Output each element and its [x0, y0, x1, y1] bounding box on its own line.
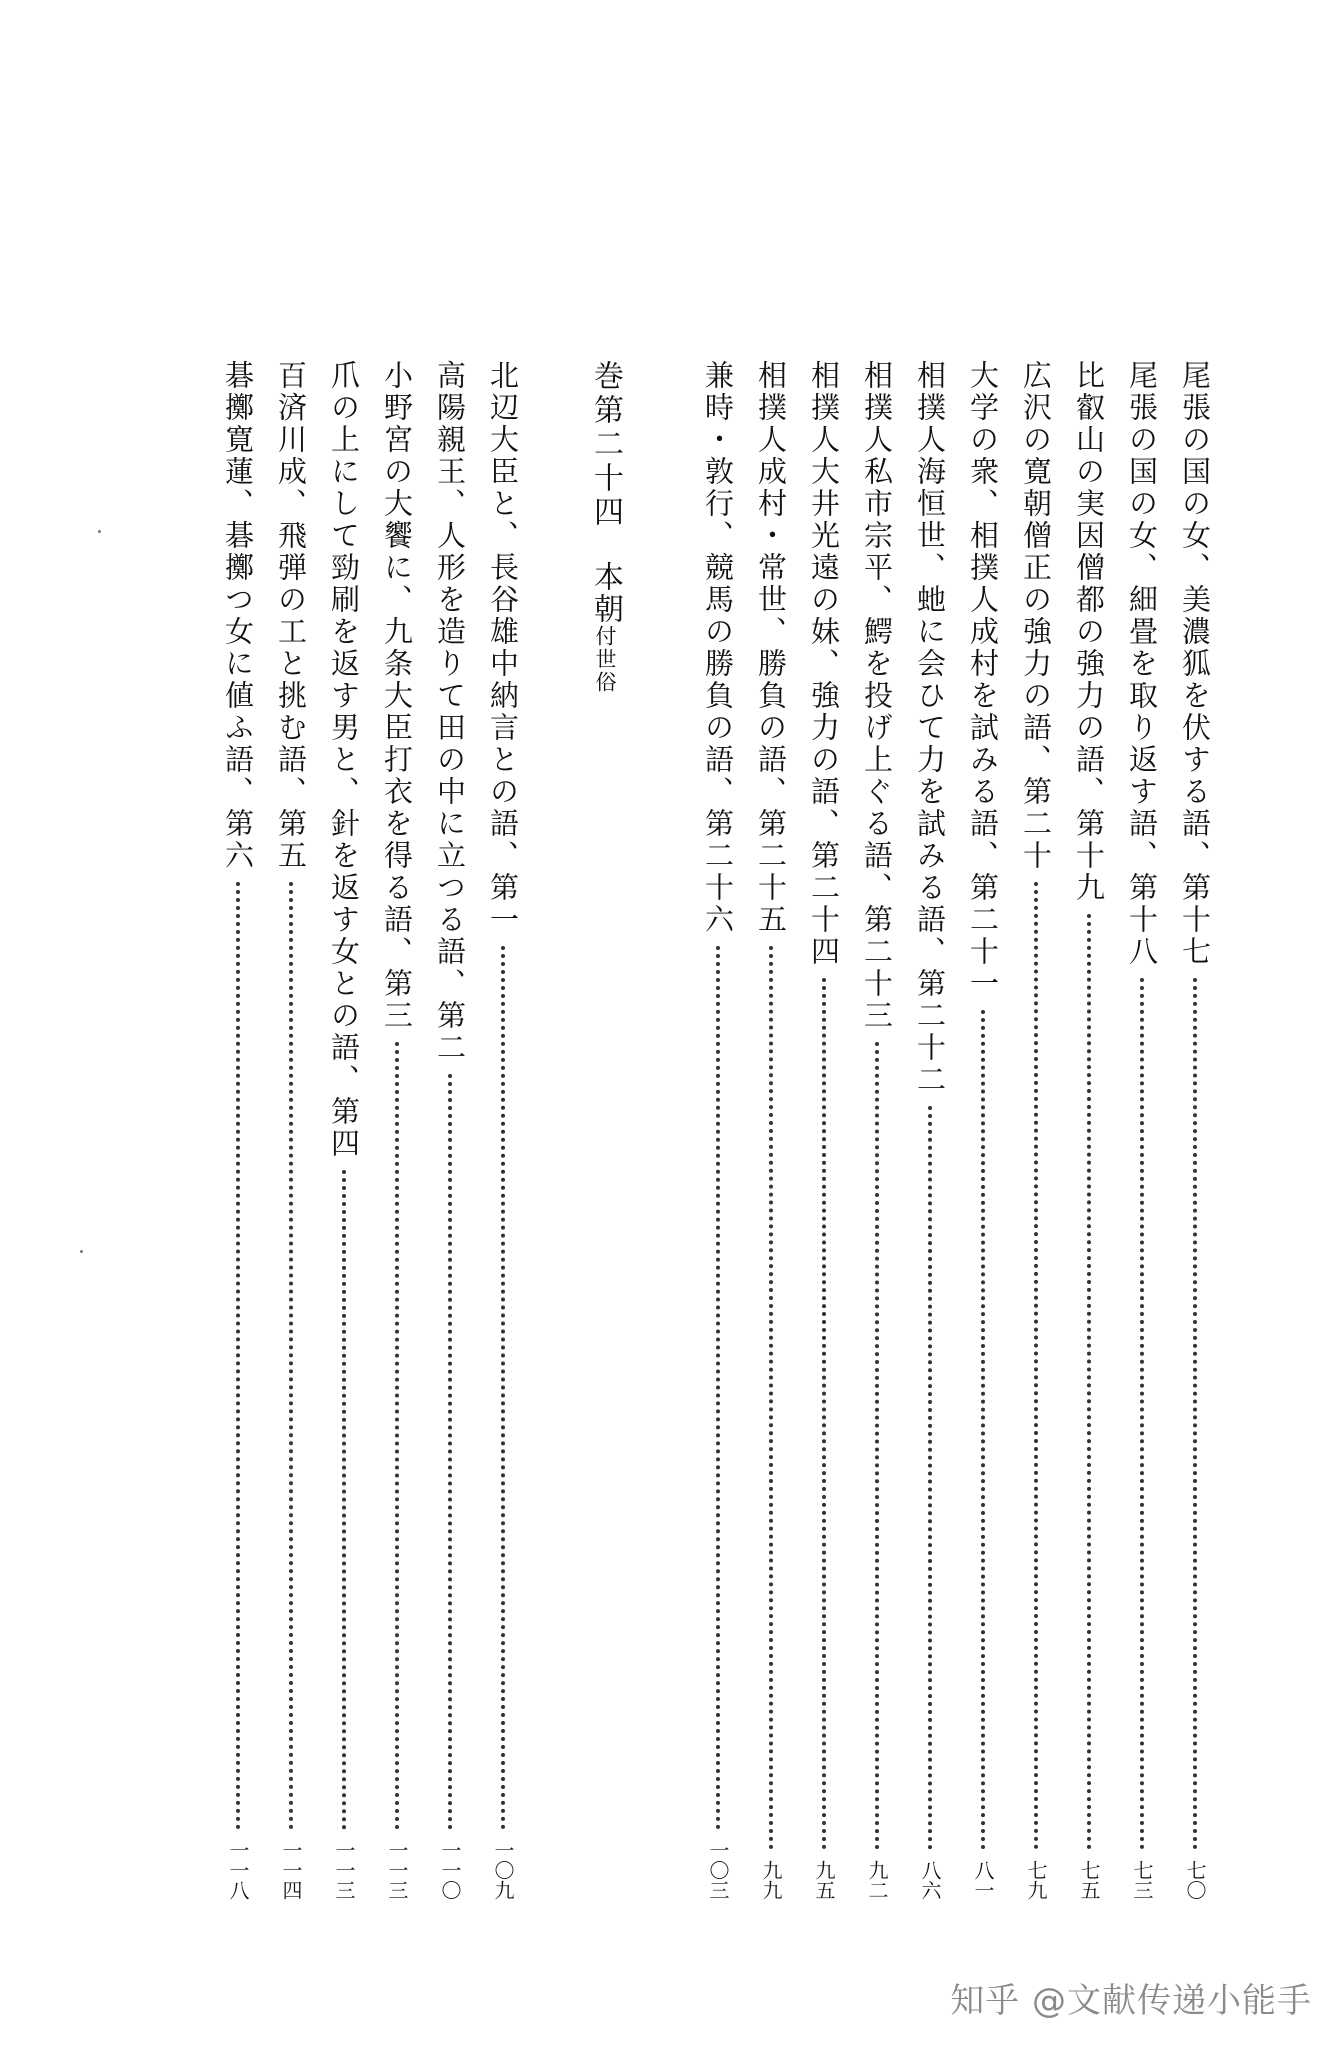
page-number: 八六	[918, 1860, 942, 1900]
dot-leader	[1034, 882, 1038, 1850]
toc-entry	[427, 360, 473, 1900]
dot-leader	[928, 1106, 932, 1850]
page-number: 一一三	[385, 1840, 409, 1900]
scan-speck	[98, 530, 101, 533]
toc-entry	[268, 360, 314, 1900]
dot-leader	[501, 946, 505, 1830]
watermark: 知乎 @文献传递小能手	[950, 1981, 1312, 2021]
toc-entry	[907, 360, 953, 1900]
entry-title: 相撲人成村・常世、勝負の語、第二十五	[754, 360, 788, 936]
dot-leader	[289, 882, 293, 1830]
volume-subtitle-note: 付世俗	[593, 625, 617, 695]
volume-subtitle-main: 本朝	[588, 561, 623, 626]
entry-title: 相撲人海恒世、虵に会ひて力を試みる語、第二十二	[913, 360, 947, 1096]
toc-entry	[801, 360, 847, 1900]
entry-title: 百済川成、飛弾の工と挑む語、第五	[274, 360, 308, 872]
entry-title: 尾張の国の女、細畳を取り返す語、第十八	[1125, 360, 1159, 968]
dot-leader	[342, 1170, 346, 1830]
entry-title: 高陽親王、人形を造りて田の中に立つる語、第二	[433, 360, 467, 1064]
page-number: 一〇九	[491, 1840, 515, 1900]
page-number: 一一三	[332, 1840, 356, 1900]
toc-entry	[854, 360, 900, 1900]
dot-leader	[448, 1074, 452, 1830]
page-number: 一一四	[279, 1840, 303, 1900]
toc-entry	[1172, 360, 1218, 1900]
entry-title: 尾張の国の女、美濃狐を伏する語、第十七	[1178, 360, 1212, 968]
entry-title: 相撲人私市宗平、鰐を投げ上ぐる語、第二十三	[860, 360, 894, 1032]
page-number: 八一	[971, 1860, 995, 1900]
entry-title: 比叡山の実因僧都の強力の語、第十九	[1072, 360, 1106, 904]
entry-title: 広沢の寛朝僧正の強力の語、第二十	[1019, 360, 1053, 872]
page-number: 九二	[865, 1860, 889, 1900]
dot-leader	[822, 978, 826, 1850]
toc-entry	[215, 360, 261, 1900]
page-number: 一〇三	[706, 1840, 730, 1900]
dot-leader	[1087, 914, 1091, 1850]
entry-title: 大学の衆、相撲人成村を試みる語、第二十一	[966, 360, 1000, 1000]
toc-entry	[695, 360, 741, 1900]
entry-title: 爪の上にして勁刷を返す男と、針を返す女との語、第四	[327, 360, 361, 1160]
volume-subtitle	[588, 561, 623, 694]
scan-speck	[80, 1250, 83, 1253]
toc-entry	[480, 360, 526, 1900]
entry-title: 北辺大臣と、長谷雄中納言との語、第一	[486, 360, 520, 936]
dot-leader	[716, 946, 720, 1830]
dot-leader	[1193, 978, 1197, 1850]
dot-leader	[875, 1042, 879, 1850]
entry-title: 相撲人大井光遠の妹、強力の語、第二十四	[807, 360, 841, 968]
page-number: 七五	[1077, 1860, 1101, 1900]
dot-leader	[981, 1010, 985, 1850]
toc-entry	[1119, 360, 1165, 1900]
dot-leader	[1140, 978, 1144, 1850]
page-number: 七〇	[1183, 1860, 1207, 1900]
toc-entry	[1013, 360, 1059, 1900]
toc-entry	[960, 360, 1006, 1900]
entry-title: 兼時・敦行、競馬の勝負の語、第二十六	[701, 360, 735, 936]
dot-leader	[236, 882, 240, 1830]
volume-heading	[582, 360, 628, 694]
dot-leader	[395, 1042, 399, 1830]
dot-leader	[769, 946, 773, 1850]
toc-entry	[321, 360, 367, 1900]
entry-title: 小野宮の大饗に、九条大臣打衣を得る語、第三	[380, 360, 414, 1032]
volume-title: 巻第二十四	[588, 360, 623, 530]
entry-title: 碁擲寛蓮、碁擲つ女に値ふ語、第六	[221, 360, 255, 872]
page-number: 七九	[1024, 1860, 1048, 1900]
toc-entry	[1066, 360, 1112, 1900]
page-number: 九五	[812, 1860, 836, 1900]
toc-entry	[374, 360, 420, 1900]
page-number: 七三	[1130, 1860, 1154, 1900]
toc-entry	[748, 360, 794, 1900]
page-number: 九九	[759, 1860, 783, 1900]
page-number: 一一八	[226, 1840, 250, 1900]
page-number: 一一〇	[438, 1840, 462, 1900]
